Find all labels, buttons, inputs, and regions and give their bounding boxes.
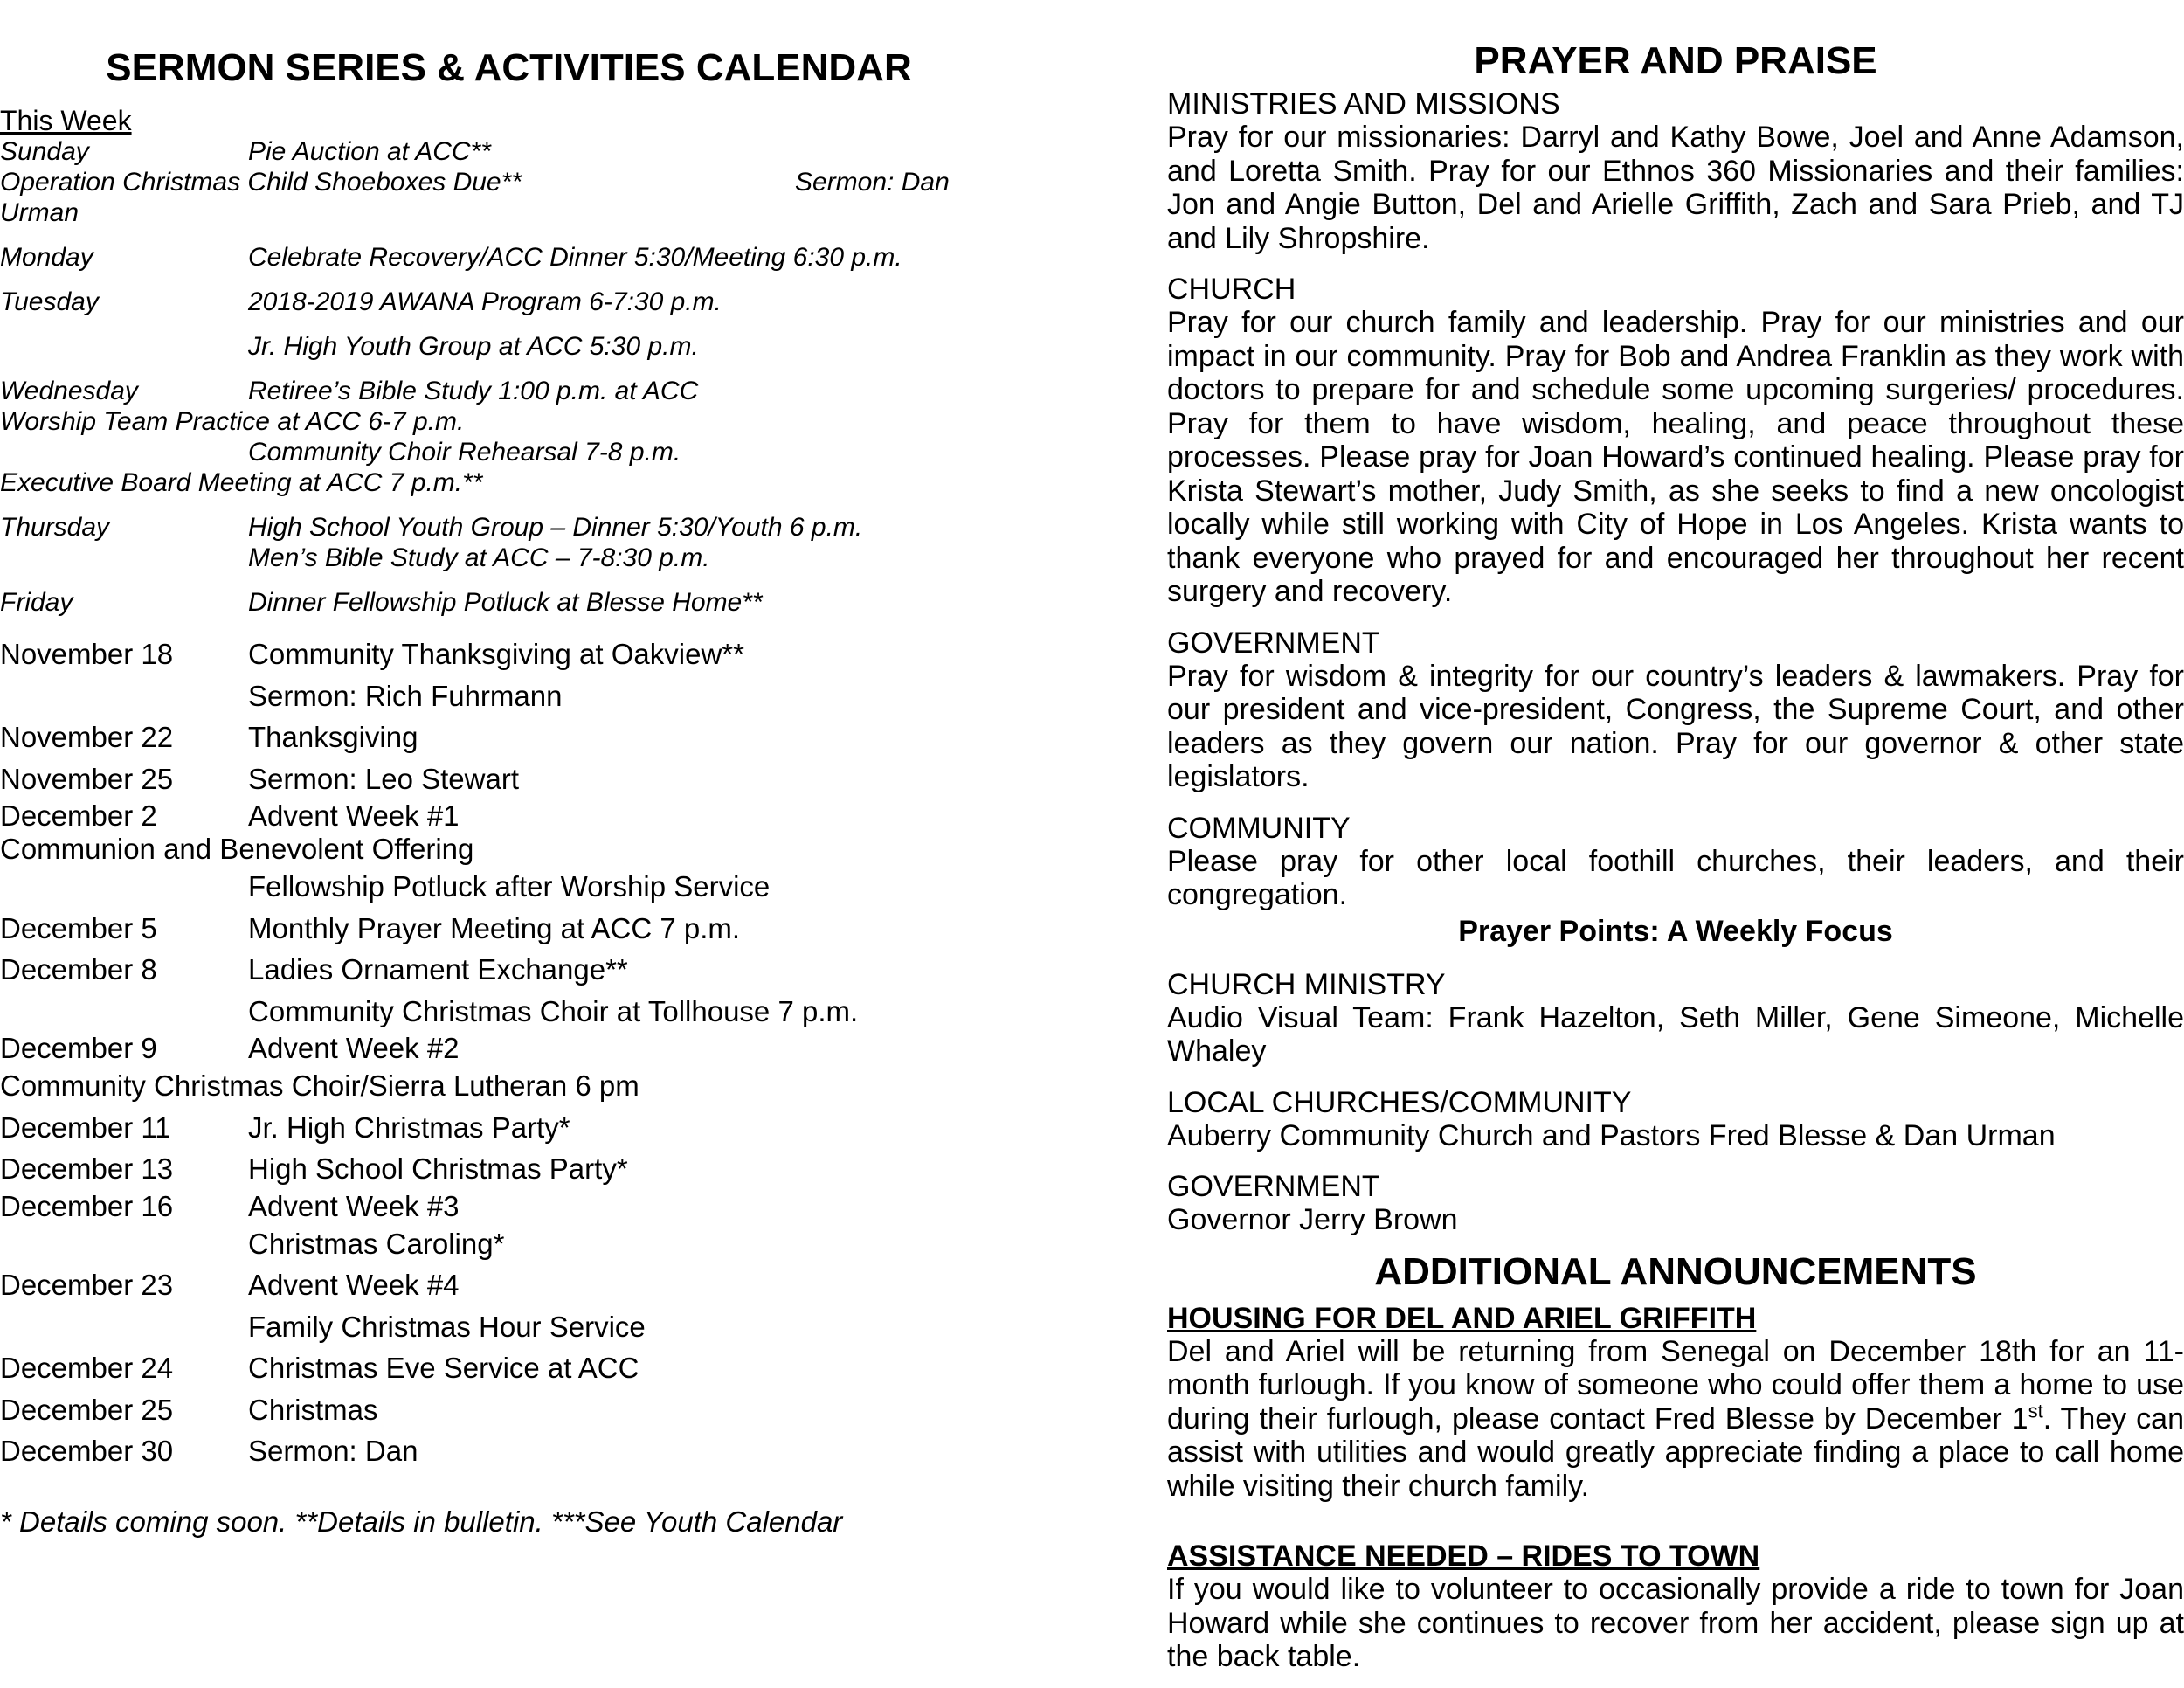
calendar-date: December 2 (0, 799, 157, 832)
calendar-event: Christmas Eve Service at ACC (248, 1352, 639, 1384)
calendar-row (0, 866, 970, 908)
this-week-activity: Men’s Bible Study at ACC – 7-8:30 p.m. (248, 543, 710, 572)
calendar-event: Sermon: Rich Fuhrmann (248, 679, 563, 712)
spacer (0, 362, 970, 376)
this-week-day: Wednesday (0, 377, 138, 405)
this-week-day: Sunday (0, 137, 89, 166)
weekly-focus-heading: Prayer Points: A Weekly Focus (1458, 914, 1893, 948)
this-week-row (0, 467, 970, 498)
calendar-row (0, 1032, 970, 1065)
this-week-row (0, 197, 970, 228)
calendar-event: Christmas Caroling* (248, 1227, 505, 1260)
this-week-activity: 2018-2019 AWANA Program 6-7:30 p.m. (248, 287, 722, 316)
this-week-line: Executive Board Meeting at ACC 7 p.m.** (0, 468, 483, 497)
this-week-activity: Dinner Fellowship Potluck at Blesse Home** (248, 588, 763, 617)
calendar-event: Thanksgiving (248, 721, 418, 753)
calendar-event: Advent Week #4 (248, 1269, 460, 1301)
this-week-row (0, 437, 970, 467)
calendar-event: Community Christmas Choir at Tollhouse 7 p.m. (248, 994, 859, 1027)
calendar-date: December 8 (0, 953, 157, 986)
calendar-date: December 24 (0, 1352, 174, 1384)
calendar-date: December 9 (0, 1032, 157, 1064)
section-title: COMMUNITY (1167, 811, 1351, 845)
calendar-row (0, 1223, 970, 1265)
calendar-event: Advent Week #1 (248, 799, 460, 832)
spacer (0, 498, 970, 512)
section-title: CHURCH (1167, 273, 1296, 306)
prayer-column (1167, 35, 2184, 1674)
calendar-event: Jr. High Christmas Party* (248, 1110, 570, 1144)
this-week-activity: Jr. High Youth Group at ACC 5:30 p.m. (248, 332, 699, 361)
this-week-day: Thursday (0, 513, 110, 542)
housing-text-a: Del and Ariel will be returning from Senegal on December 18th for an 11-month furlough. If you know of someone who could offer them a home to use during their furlough, please contact Fred Blesse by December 1 (1167, 1334, 2184, 1435)
this-week-row (0, 406, 970, 437)
this-week-row (0, 242, 970, 273)
focus-sections (1167, 968, 2184, 1237)
calendar-event: Community Thanksgiving at Oakview** (248, 638, 744, 670)
calendar-row (0, 908, 970, 950)
calendar-row (0, 1430, 970, 1472)
this-week-line: Worship Team Practice at ACC 6-7 p.m. (0, 407, 465, 436)
section-title: CHURCH MINISTRY (1167, 967, 1446, 1001)
calendar-date: November 18 (0, 638, 174, 670)
prayer-section (1167, 87, 2184, 255)
calendar-event: Ladies Ornament Exchange** (248, 953, 628, 986)
calendar-row (0, 1107, 970, 1149)
prayer-section (1167, 812, 2184, 912)
section-text: Auberry Community Church and Pastors Fred Blesse & Dan Urman (1167, 1118, 2056, 1152)
spacer (0, 573, 970, 587)
this-week-line: Urman (0, 198, 79, 227)
calendar-row (0, 1264, 970, 1306)
calendar-date: November 25 (0, 762, 174, 795)
spacer (0, 317, 970, 331)
calendar-row (0, 1306, 970, 1348)
calendar-title: SERMON SERIES & ACTIVITIES CALENDAR (106, 46, 912, 89)
calendar-row (0, 1065, 970, 1107)
rides-text: If you would like to volunteer to occasionally provide a ride to town for Joan Howard while she continues to recover from her accident, please sign up at the back table. (1167, 1573, 2184, 1673)
calendar-row (0, 1190, 970, 1223)
this-week-label: This Week (0, 105, 132, 136)
calendar-event: Advent Week #2 (248, 1032, 460, 1064)
calendar-event: Sermon: Dan (248, 1435, 418, 1467)
section-title: GOVERNMENT (1167, 626, 1380, 660)
calendar-line: Community Christmas Choir/Sierra Lutheran 6 pm (0, 1069, 639, 1102)
calendar-row (0, 1389, 970, 1431)
section-text: Audio Visual Team: Frank Hazelton, Seth Miller, Gene Simeone, Michelle Whaley (1167, 1000, 2184, 1068)
this-week-row (0, 543, 970, 573)
calendar-row (0, 1148, 970, 1190)
rides-title: ASSISTANCE NEEDED – RIDES TO TOWN (1167, 1539, 1760, 1573)
section-text: Pray for our church family and leadership. Pray for our ministries and our impact in our community. Pray for Bob and Andrea Franklin as they work with doctors to prepare for and schedule some upcoming surgeries/ procedures. Pray for them to have wisdom, healing, and peace throughout these processes. Please pray for Joan Howard’s continued healing. Please pray for Krista Stewart’s mother, Judy Smith, as she seeks to find a new oncologist locally while still working with City of Hope in Los Angeles. Krista wants to thank everyone who prayed for and encouraged her throughout her recent surgery and recovery. (1167, 306, 2184, 608)
calendar-event: Monthly Prayer Meeting at ACC 7 p.m. (248, 911, 741, 944)
section-text: Pray for our missionaries: Darryl and Kathy Bowe, Joel and Anne Adamson, and Loretta Smith. Pray for our Ethnos 360 Missionaries and their families: Jon and Angie Button, Del and Arielle Griffith, Zach and Sara Prieb, and TJ and Lily Shropshire. (1167, 121, 2184, 255)
this-week-day: Tuesday (0, 287, 99, 316)
this-week-list (0, 136, 970, 618)
calendar-date: December 5 (0, 911, 157, 944)
section-text: Please pray for other local foothill churches, their leaders, and their congregation. (1167, 844, 2184, 911)
this-week-activity: Retiree’s Bible Study 1:00 p.m. at ACC (248, 377, 699, 405)
this-week-activity: Community Choir Rehearsal 7-8 p.m. (248, 438, 681, 467)
calendar-date: December 16 (0, 1189, 174, 1222)
calendar-row (0, 758, 970, 800)
calendar-event: High School Christmas Party* (248, 1152, 628, 1185)
calendar-footnote: * Details coming soon. **Details in bulletin. ***See Youth Calendar (0, 1505, 843, 1538)
calendar-row (0, 799, 970, 833)
calendar-row (0, 633, 970, 675)
prayer-section (1167, 968, 2184, 1069)
announcements-title: ADDITIONAL ANNOUNCEMENTS (1374, 1249, 1977, 1293)
this-week-row (0, 136, 970, 167)
this-week-row (0, 167, 970, 197)
this-week-activity: High School Youth Group – Dinner 5:30/Youth 6 p.m. (248, 513, 863, 542)
calendar-row (0, 1347, 970, 1389)
calendar-row (0, 833, 970, 866)
housing-text-sup: st (2028, 1400, 2043, 1422)
calendar-line: Communion and Benevolent Offering (0, 833, 474, 865)
prayer-section (1167, 1170, 2184, 1237)
section-text: Pray for wisdom & integrity for our country’s leaders & lawmakers. Pray for our president and vice-president, Congress, the Supreme Court, and other leaders as they govern our nation. Pray for our governor & other state legislators. (1167, 659, 2184, 793)
calendar-date: December 25 (0, 1393, 174, 1426)
calendar-event: Advent Week #3 (248, 1189, 460, 1222)
this-week-row (0, 587, 970, 618)
housing-text (1167, 1335, 2184, 1504)
this-week-row (0, 512, 970, 543)
upcoming-calendar-list (0, 633, 970, 1472)
calendar-row (0, 949, 970, 991)
this-week-day: Friday (0, 588, 73, 617)
calendar-date: November 22 (0, 721, 174, 753)
housing-title: HOUSING FOR DEL AND ARIEL GRIFFITH (1167, 1301, 1757, 1335)
calendar-column (0, 42, 970, 1539)
spacer (0, 228, 970, 242)
calendar-date: December 23 (0, 1269, 174, 1301)
this-week-row (0, 287, 970, 317)
housing-text-b: . They can assist with utilities and would greatly appreciate finding a place to call home while visiting their church family. (1167, 1401, 2184, 1503)
this-week-day: Monday (0, 243, 93, 272)
this-week-row (0, 376, 970, 406)
prayer-sections (1167, 87, 2184, 912)
calendar-date: December 11 (0, 1110, 171, 1144)
prayer-section (1167, 1086, 2184, 1153)
calendar-row (0, 675, 970, 717)
section-title: GOVERNMENT (1167, 1170, 1380, 1203)
prayer-title: PRAYER AND PRAISE (1474, 39, 1877, 82)
calendar-row (0, 716, 970, 758)
calendar-date: December 30 (0, 1435, 174, 1467)
calendar-row (0, 991, 970, 1033)
prayer-section (1167, 626, 2184, 794)
calendar-event: Sermon: Leo Stewart (248, 762, 519, 795)
this-week-activity: Pie Auction at ACC** (248, 137, 491, 166)
this-week-sermon: Sermon: Dan (795, 168, 950, 197)
calendar-event: Christmas (248, 1393, 378, 1426)
section-title: LOCAL CHURCHES/COMMUNITY (1167, 1085, 1632, 1119)
section-title: MINISTRIES AND MISSIONS (1167, 87, 1560, 121)
this-week-row (0, 331, 970, 362)
spacer (0, 273, 970, 287)
calendar-event: Fellowship Potluck after Worship Service (248, 870, 771, 903)
calendar-event: Family Christmas Hour Service (248, 1310, 646, 1343)
this-week-line: Operation Christmas Child Shoeboxes Due** (0, 168, 522, 197)
prayer-section (1167, 273, 2184, 609)
section-text: Governor Jerry Brown (1167, 1203, 1458, 1236)
this-week-activity: Celebrate Recovery/ACC Dinner 5:30/Meeting 6:30 p.m. (248, 243, 902, 272)
calendar-date: December 13 (0, 1152, 174, 1185)
